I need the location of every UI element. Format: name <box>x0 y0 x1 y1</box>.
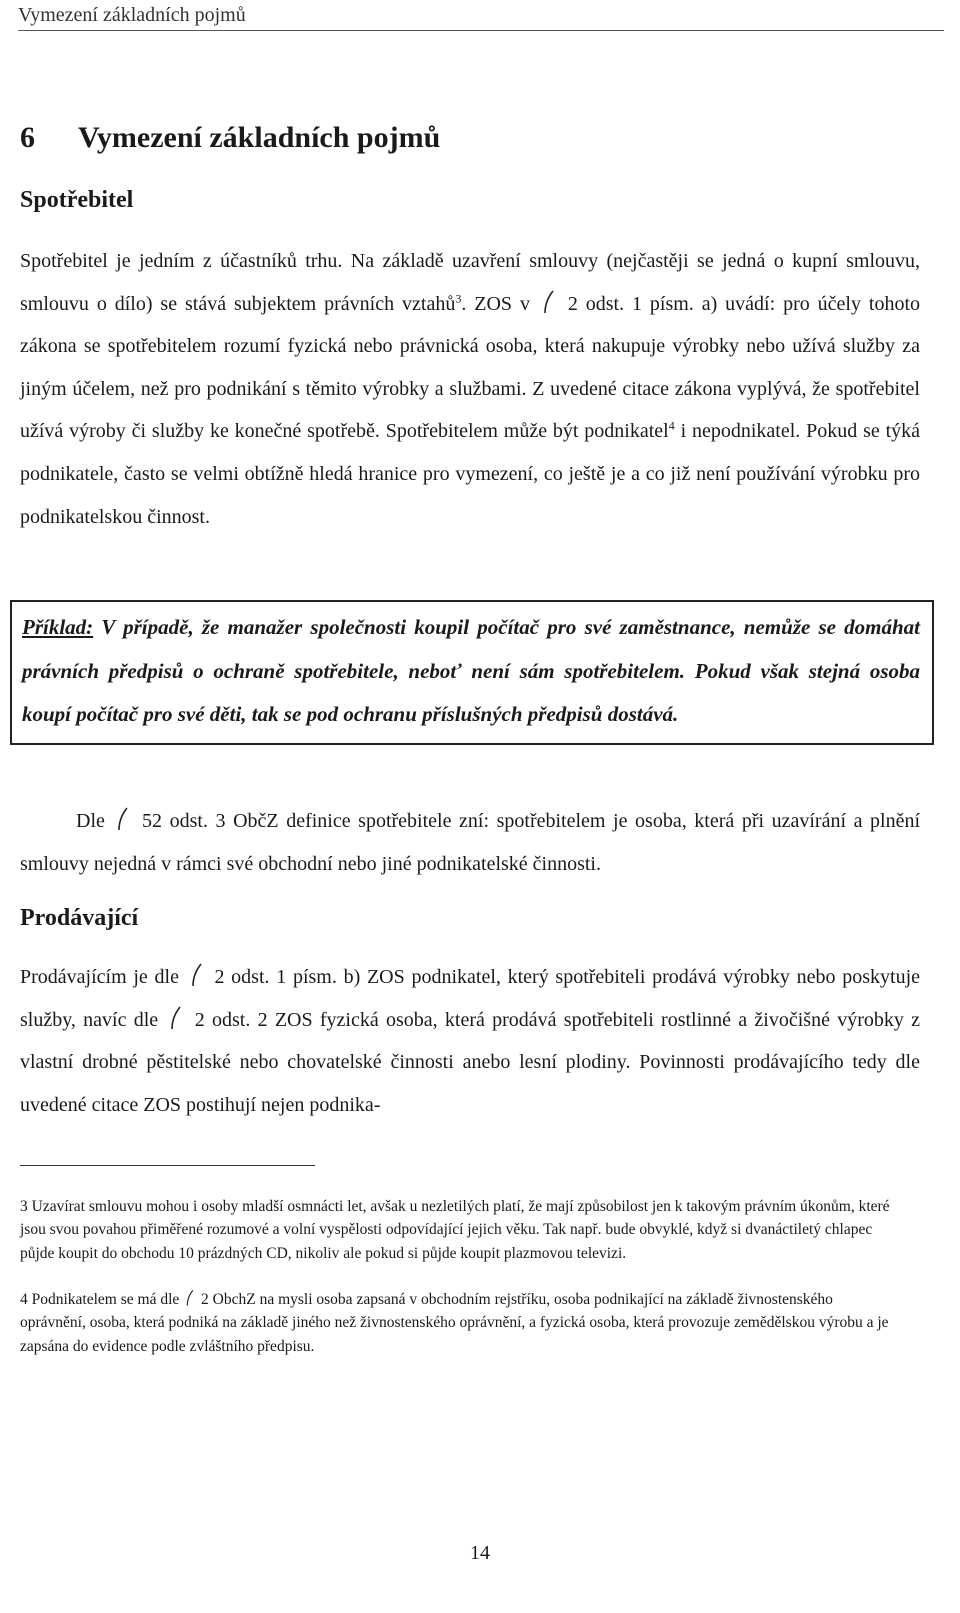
section-sign-icon <box>116 806 130 832</box>
footnote-4: 4 Podnikatelem se má dle 2 ObchZ na mysli osoba zapsaná v obchodním rejstříku, osoba podnikající na základě živnostenského oprávnění, osoba, která podniká na základě jiného než živnostenského oprávnění, a fyzická osoba, která provozuje zemědělskou výrobu a je zapsána do evidence podle zvláštního předpisu. <box>20 1291 889 1355</box>
running-header-title: Vymezení základních pojmů <box>18 4 246 26</box>
footnote-separator <box>20 1165 315 1166</box>
section-sign-icon <box>185 1289 195 1307</box>
running-header <box>18 2 944 31</box>
section-title-prodavajici: Prodávající <box>20 905 139 931</box>
section-sign-icon <box>169 1005 183 1031</box>
section-sign-icon <box>542 289 556 315</box>
example-label: Příklad: <box>22 615 94 639</box>
paragraph-spotrebitel: Spotřebitel je jedním z účastníků trhu. Na základě uzavření smlouvy (nejčastěji se jedná o kupní smlouvu, smlouvu o dílo) se stává subjektem právních vztahů$^3$. ZOS v 2 odst. 1 písm. a) uvádí: pro účely tohoto zákona se spotřebitelem rozumí fyzická nebo právnická osoba, která nakupuje výrobky nebo užívá služby za jiným účelem, než pro podnikání s těmito výrobky a službami. Z uvedené citace zákona vyplývá, že spotřebitel užívá výroby či služby ke konečné spotřebě. Spotřebitelem může být podnikatel$^4$ i nepodnikatel. Pokud se týká podnikatele, často se velmi obtížně hledá hranice pro vymezení, co ještě je a co již není používání výrobku pro podnikatelskou činnost. <box>20 250 921 528</box>
page-number: 14 <box>470 1542 490 1564</box>
section-sign-icon <box>190 962 204 988</box>
chapter-title-text: Vymezení základních pojmů <box>78 121 441 154</box>
footnote-ref-4[interactable]: 4 <box>668 418 675 433</box>
paragraph-obcz: Dle 52 odst. 3 ObčZ definice spotřebitele zní: spotřebitelem je osoba, která při uzavírání a plnění smlouvy nejedná v rámci své obchodní nebo jiné podnikatelské činnosti. <box>20 800 920 885</box>
example-text: Příklad: V případě, že manažer společnosti koupil počítač pro své zaměstnance, nemůže se domáhat právních předpisů o ochraně spotřebitele, neboť není sám spotřebitelem. Pokud však stejná osoba koupí počítač pro své děti, tak se pod ochranu příslušných předpisů dostává. <box>22 615 920 726</box>
example-box <box>10 600 934 745</box>
section-title-spotrebitel: Spotřebitel <box>20 187 134 213</box>
footnote-3: 3 Uzavírat smlouvu mohou i osoby mladší osmnácti let, avšak u nezletilých platí, že mají způsobilost jen k takovým právním úkonům, které jsou svou povahou přiměřené rozumové a volní vyspělosti odpovídající jejich věku. Tak např. bude obvyklé, když si dvanáctiletý chlapec půjde koupit do obchodu 10 prázdných CD, nikoliv ale pokud si půjde koupit plazmovou televizi. <box>20 1198 890 1262</box>
footnote-ref-3[interactable]: 3 <box>455 290 462 305</box>
paragraph-prodavajici: Prodávajícím je dle 2 odst. 1 písm. b) ZOS podnikatel, který spotřebiteli prodává výrobky nebo poskytuje služby, navíc dle 2 odst. 2 ZOS fyzická osoba, která prodává spotřebiteli rostlinné a živočišné výrobky z vlastní drobné pěstitelské nebo chovatelské činnosti anebo lesní plodiny. Povinnosti prodávajícího tedy dle uvedené citace ZOS postihují nejen podnika- <box>20 956 920 1126</box>
chapter-title <box>20 118 440 158</box>
chapter-number: 6 <box>20 121 35 154</box>
